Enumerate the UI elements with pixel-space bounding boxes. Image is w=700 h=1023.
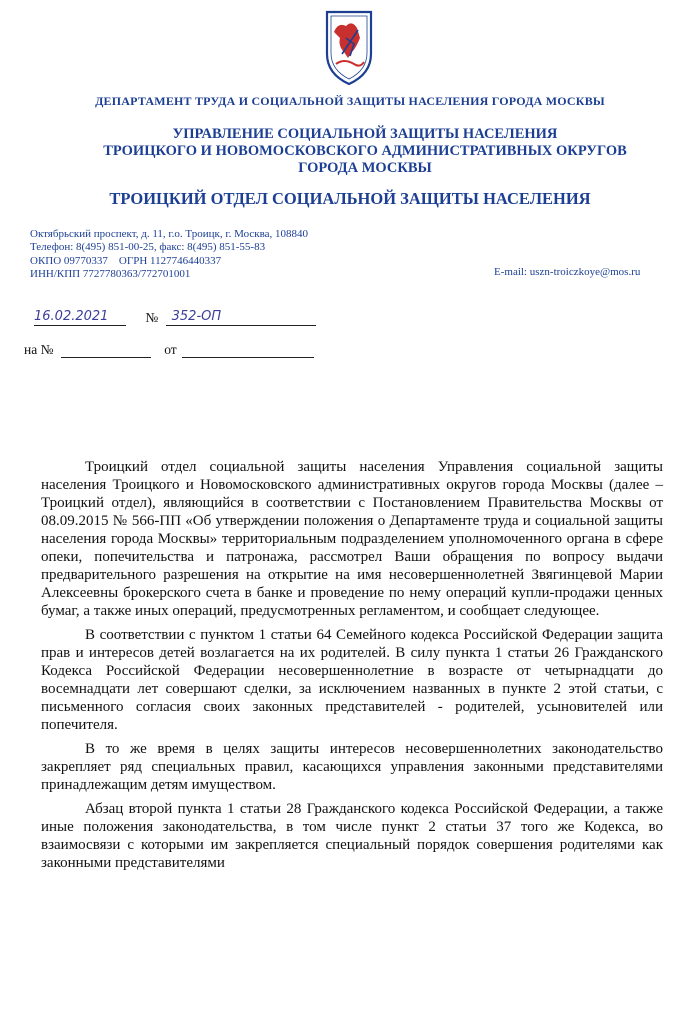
- okpo-ogrn: ОКПО 09770337 ОГРН 1127746440337: [30, 254, 222, 267]
- registration-line: [34, 310, 316, 326]
- letter-body: [41, 458, 663, 878]
- reply-date-field: [182, 342, 314, 358]
- number-field: [166, 310, 316, 326]
- reply-number-field: [61, 342, 151, 358]
- registration-number: 352-ОП: [171, 309, 222, 324]
- administration-line: ТРОИЦКОГО И НОВОМОСКОВСКОГО АДМИНИСТРАТИВНЫХ ОКРУГОВ: [103, 143, 627, 159]
- administration-line: УПРАВЛЕНИЕ СОЦИАЛЬНОЙ ЗАЩИТЫ НАСЕЛЕНИЯ: [172, 126, 558, 142]
- office-name: ТРОИЦКИЙ ОТДЕЛ СОЦИАЛЬНОЙ ЗАЩИТЫ НАСЕЛЕНИЯ: [109, 189, 591, 208]
- moscow-coat-of-arms-icon: [324, 8, 374, 86]
- address: Октябрьский проспект, д. 11, г.о. Троицк, г. Москва, 108840: [30, 228, 309, 240]
- administration-line: ГОРОДА МОСКВЫ: [298, 160, 432, 176]
- inn-kpp: ИНН/КПП 7727780363/772701001: [30, 268, 191, 281]
- date-field: [34, 310, 126, 326]
- phone: Телефон: 8(495) 851-00-25, факс: 8(495) 851-55-83: [30, 241, 266, 254]
- reply-number-label: на №: [24, 342, 54, 357]
- registration-date: 16.02.2021: [34, 309, 109, 324]
- department-name: ДЕПАРТАМЕНТ ТРУДА И СОЦИАЛЬНОЙ ЗАЩИТЫ НАСЕЛЕНИЯ ГОРОДА МОСКВЫ: [95, 94, 605, 108]
- reply-from-label: от: [164, 342, 177, 357]
- body-paragraph: Абзац второй пункта 1 статьи 28 Гражданского кодекса Российской Федерации, а также иные положения законодательства, в том числе пункт 2 статьи 37 того же Кодекса, во взаимосвязи с которыми им закрепляется специальный порядок совершения родителями как законными представителями: [41, 801, 663, 871]
- body-paragraph: В соответствии с пунктом 1 статьи 64 Семейного кодекса Российской Федерации защита прав и интересов детей возлагается на их родителей. В силу пункта 1 статьи 26 Гражданского Кодекса Российской Федерации несовершеннолетние в возрасте от четырнадцати до восемнадцати лет совершают сделки, за исключением названных в пункте 2 этой статьи, с письменного согласия своих законных представителей - родителей, усыновителей или попечителя.: [41, 627, 663, 733]
- contact-block: [30, 228, 490, 282]
- number-label: №: [145, 310, 159, 325]
- body-paragraph: Троицкий отдел социальной защиты населения Управления социальной защиты населения Троицкого и Новомосковского административных округов города Москвы (далее – Троицкий отдел), являющийся в соответствии с Постановлением Правительства Москвы от 08.09.2015 № 566-ПП «Об утверждении положения о Департаменте труда и социальной защиты населения города Москвы» территориальным подразделением уполномоченного органа в сфере опеки, попечительства и патронажа, рассмотрел Ваши обращения по вопросу выдачи предварительного разрешения на открытие на имя несовершеннолетней Звягинцевой Марии Алексеевны брокерского счета в банке и проведение по нему операций купли-продажи ценных бумаг, а также иных операций, предусмотренных регламентом, и сообщает следующее.: [41, 459, 663, 619]
- email: E-mail: uszn-troiczkoye@mos.ru: [494, 266, 641, 278]
- administration-name: [30, 126, 700, 177]
- body-paragraph: В то же время в целях защиты интересов несовершеннолетних законодательство закрепляет ряд специальных правил, касающихся управления законными представителями принадлежащим детям имуществом.: [41, 741, 663, 793]
- reply-line: [24, 342, 314, 358]
